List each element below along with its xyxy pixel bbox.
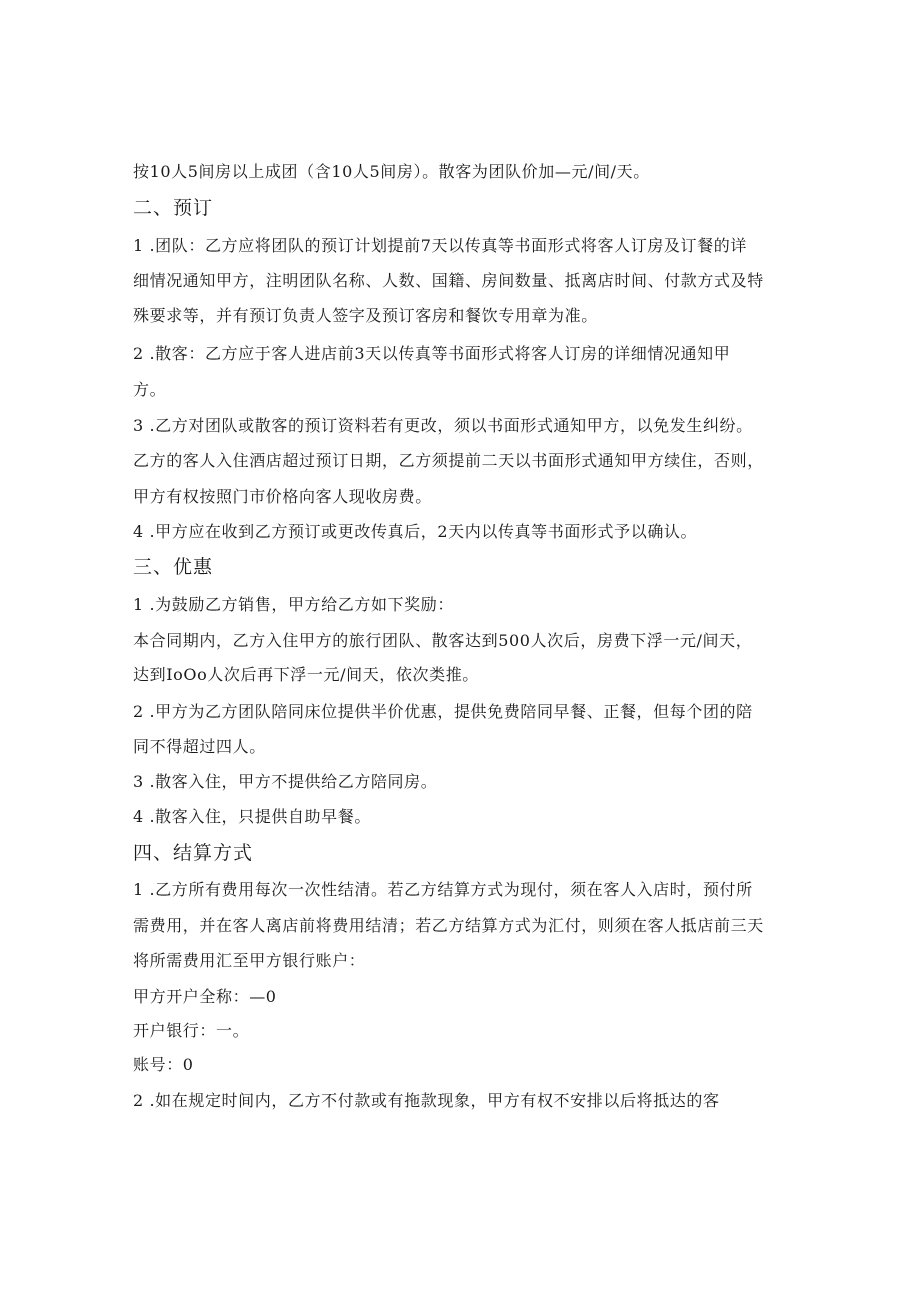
paragraph-line: 1 .乙方所有费用每次一次性结清。若乙方结算方式为现付，须在客人入店时，预付所 bbox=[133, 880, 753, 899]
paragraph-line: 3 .乙方对团队或散客的预订资料若有更改，须以书面形式通知甲方，以免发生纠纷。 bbox=[133, 416, 753, 435]
paragraph-line: 殊要求等，并有预订负责人签字及预订客房和餐饮专用章为准。 bbox=[133, 306, 598, 325]
paragraph-line: 1 .为鼓励乙方销售，甲方给乙方如下奖励： bbox=[133, 595, 454, 614]
paragraph-line: 乙方的客人入住酒店超过预订日期，乙方须提前二天以书面形式通知甲方续住，否则， bbox=[133, 451, 764, 470]
paragraph-line: 4 .散客入住，只提供自助早餐。 bbox=[133, 807, 371, 826]
account-number-line: 账号：0 bbox=[133, 1055, 194, 1074]
paragraph-line: 同不得超过四人。 bbox=[133, 737, 266, 756]
section-heading-booking: 二、预订 bbox=[133, 197, 214, 219]
paragraph-line: 将所需费用汇至甲方银行账户： bbox=[133, 951, 366, 970]
paragraph-line: 1 .团队：乙方应将团队的预订计划提前7天以传真等书面形式将客人订房及订餐的详 bbox=[133, 236, 747, 255]
paragraph-line: 2 .散客：乙方应于客人进店前3天以传真等书面形式将客人订房的详细情况通知甲 bbox=[133, 344, 731, 363]
section-heading-discount: 三、优惠 bbox=[133, 556, 214, 578]
bank-name-line: 开户银行：一。 bbox=[133, 1021, 250, 1040]
paragraph-line: 2 .甲方为乙方团队陪同床位提供半价优惠，提供免费陪同早餐、正餐，但每个团的陪 bbox=[133, 702, 753, 721]
intro-line: 按10人5间房以上成团（含10人5间房）。散客为团队价加—元/间/天。 bbox=[133, 162, 650, 181]
paragraph-line: 2 .如在规定时间内，乙方不付款或有拖款现象，甲方有权不安排以后将抵达的客 bbox=[133, 1091, 720, 1110]
paragraph-line: 需费用，并在客人离店前将费用结清；若乙方结算方式为汇付，则须在客人抵店前三天 bbox=[133, 916, 764, 935]
paragraph-line: 3 .散客入住，甲方不提供给乙方陪同房。 bbox=[133, 772, 438, 791]
account-name-line: 甲方开户全称：—0 bbox=[133, 987, 277, 1006]
paragraph-line: 方。 bbox=[133, 380, 167, 399]
section-heading-settlement: 四、结算方式 bbox=[133, 842, 254, 864]
paragraph-line: 达到IoOo人次后再下浮一元/间天，依次类推。 bbox=[133, 665, 479, 684]
paragraph-line: 细情况通知甲方，注明团队名称、人数、国籍、房间数量、抵离店时间、付款方式及特 bbox=[133, 271, 764, 290]
paragraph-line: 本合同期内，乙方入住甲方的旅行团队、散客达到500人次后，房费下浮一元/间天， bbox=[133, 631, 753, 650]
paragraph-line: 甲方有权按照门市价格向客人现收房费。 bbox=[133, 487, 432, 506]
paragraph-line: 4 .甲方应在收到乙方预订或更改传真后，2天内以传真等书面形式予以确认。 bbox=[133, 522, 698, 541]
